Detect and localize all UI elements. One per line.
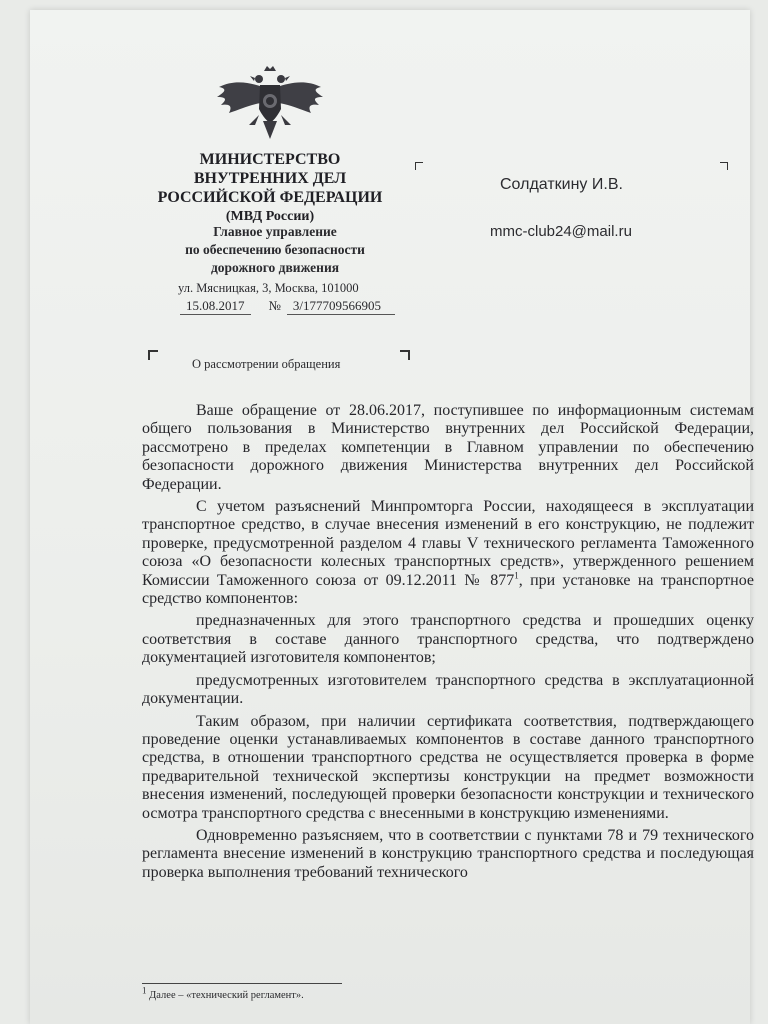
paragraph-2-text-a: С учетом разъяснений Минпромторга России, находящееся в эксплуатации транспортное средство, в случае внесения изменений в его конструкцию, не подлежит проверке, предусмотренной разделом 4 главы V технического регламента Таможенного союза «О безопасности колесных транспортных средств», утвержденного решением Комиссии Таможенного союза от 09.12.2011 № 877 [142,498,754,589]
department-block [155,223,395,277]
letter-number: 3/177709566905 [287,298,395,315]
ministry-name-block [140,150,400,226]
letter-subject: О рассмотрении обращения [192,357,341,371]
paragraph-6: Одновременно разъясняем, что в соответствии с пунктами 78 и 79 технического регламента внесение изменений в конструкцию транспортного средства и последующая проверка выполнения требований технического [142,826,754,881]
paragraph-1: Ваше обращение от 28.06.2017, поступившее по информационным системам общего пользования в Министерство внутренних дел Российской Федерации, рассмотрено в пределах компетенции в Главном управлении по обеспечению безопасности дорожного движения Министерства внутренних дел Российской Федерации. [142,402,754,493]
ministry-line-1: МИНИСТЕРСТВО [199,151,341,168]
ministry-line-2: ВНУТРЕННИХ ДЕЛ [193,170,347,187]
department-line-2: по обеспечению безопасности [185,242,365,257]
paragraph-5: Таким образом, при наличии сертификата соответствия, подтверждающего проведение оценки устанавливаемых компонентов в составе данного транспортного средства, в отношении транспортного средства не осуществляется проверка в форме предварительной технической экспертизы конструкции на предмет возможности внесения изменений, последующей проверки безопасности конструкции и технического осмотра транспортного средства с внесенными в конструкцию изменениями. [142,712,754,822]
paragraph-4: предусмотренных изготовителем транспортного средства в эксплуатационной документации. [142,671,754,708]
address-corner-left [415,162,423,170]
double-headed-eagle-emblem [215,65,325,145]
letter-date: 15.08.2017 [180,298,251,315]
department-line-3: дорожного движения [210,260,340,275]
letter-number-group [269,298,396,313]
footnote [142,985,304,1001]
footnote-divider [142,983,342,984]
letter-sheet [30,10,754,1024]
subject-corner-right [400,350,410,360]
ministry-address: ул. Мясницкая, 3, Москва, 101000 [178,281,359,295]
paragraph-2-text-b: , при установке на транспортное средство компонентов: [142,571,754,608]
recipient-email: mmc-club24@mail.ru [490,223,632,240]
address-corner-right [720,162,728,170]
paragraph-2 [142,498,754,608]
number-sign: № [268,298,281,313]
letter-body [142,402,754,882]
ministry-abbreviation: (МВД России) [225,209,315,224]
footnote-text: Далее – «технический регламент». [149,990,304,1001]
ministry-line-3: РОССИЙСКОЙ ФЕДЕРАЦИИ [157,189,383,206]
registration-line [180,298,395,315]
recipient-name: Солдаткину И.В. [500,176,623,193]
department-line-1: Главное управление [213,224,337,239]
footnote-marker: 1 [142,985,147,996]
subject-corner-left [148,350,158,360]
paragraph-3: предназначенных для этого транспортного средства и прошедших оценку соответствия в составе данного транспортного средства, что подтверждено документацией изготовителя компонентов; [142,612,754,667]
footnote-reference: 1 [514,570,519,581]
